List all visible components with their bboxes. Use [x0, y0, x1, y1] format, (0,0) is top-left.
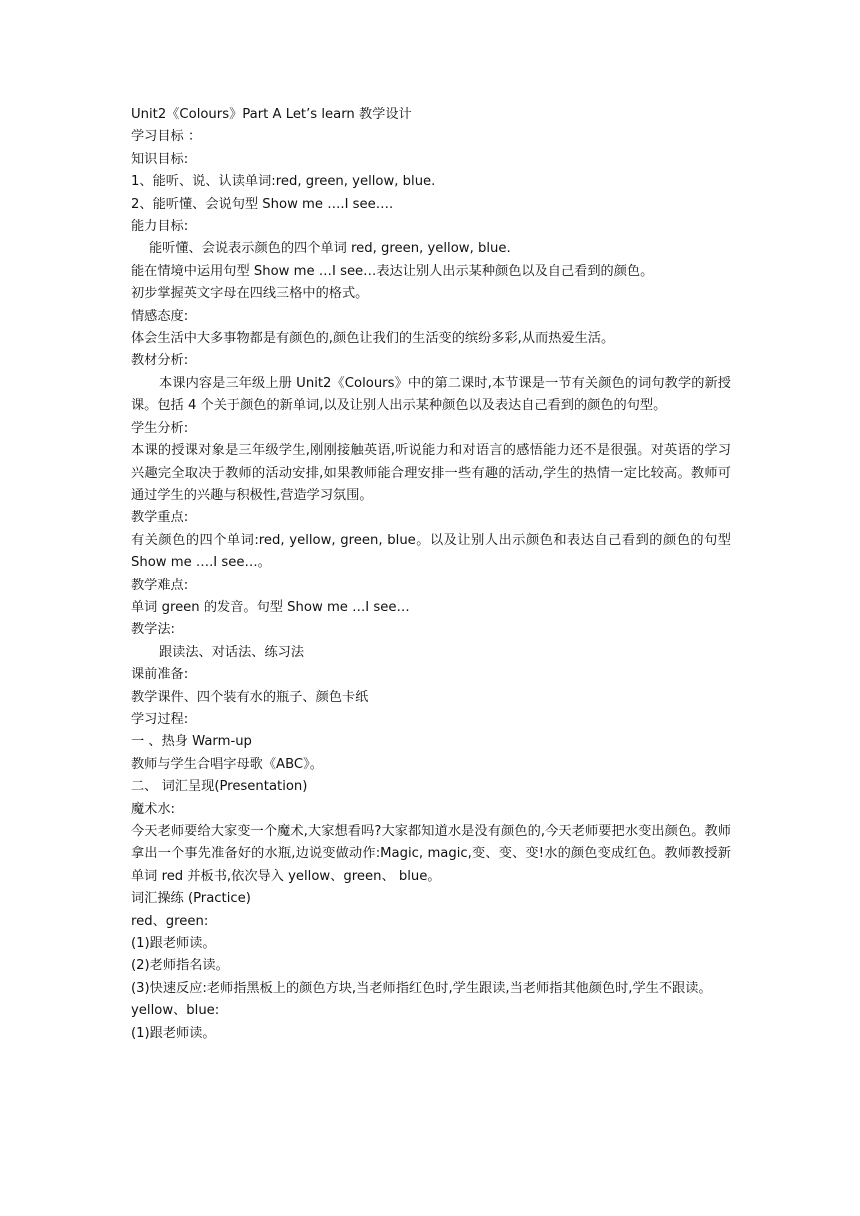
student-paragraph: 本课的授课对象是三年级学生,刚刚接触英语,听说能力和对语言的感悟能力还不是很强。对英语的学习兴趣完全取决于教师的活动安排,如果教师能合理安排一些有趣的活动,学生的热情一定比较高。教师可通过学生的兴趣与积极性,营造学习氛围。	[131, 443, 731, 503]
ability-item-3: 初步掌握英文字母在四线三格中的格式。	[131, 286, 369, 302]
goals-heading: 学习目标 ：	[131, 129, 202, 145]
material-heading: 教材分析:	[131, 353, 189, 369]
prep-paragraph: 教学课件、四个装有水的瓶子、颜色卡纸	[131, 689, 369, 705]
warmup-heading: 一 、热身 Warm-up	[131, 734, 252, 750]
document-page	[131, 104, 731, 1045]
ability-heading: 能力目标:	[131, 219, 189, 235]
presentation-heading: 二、 词汇呈现(Presentation)	[131, 779, 308, 795]
red-green-step-1: (1)跟老师读。	[131, 936, 216, 952]
process-heading: 学习过程:	[131, 711, 189, 727]
knowledge-heading: 知识目标:	[131, 151, 189, 167]
material-paragraph: 本课内容是三年级上册 Unit2《Colours》中的第二课时,本节课是一节有关颜色的词句教学的新授课。包括 4 个关于颜色的新单词,以及让别人出示某种颜色以及表达自己看到的颜色的句型。	[131, 375, 731, 414]
ability-item-2: 能在情境中运用句型 Show me …I see…表达让别人出示某种颜色以及自己看到的颜色。	[131, 263, 654, 279]
emotion-heading: 情感态度:	[131, 308, 189, 324]
practice-heading: 词汇操练 (Practice)	[131, 891, 251, 907]
prep-heading: 课前准备:	[131, 667, 189, 683]
magic-paragraph: 今天老师要给大家变一个魔术,大家想看吗?大家都知道水是没有颜色的,今天老师要把水变出颜色。教师拿出一个事先准备好的水瓶,边说变做动作:Magic, magic,变、变、变!水的颜色变成红色。教师教授新单词 red 并板书,依次导入 yellow、green、 blue。	[131, 824, 731, 884]
yellow-blue-heading: yellow、blue:	[131, 1003, 220, 1019]
difficult-heading: 教学难点:	[131, 577, 189, 593]
document-title: Unit2《Colours》Part A Let’s learn 教学设计	[131, 107, 412, 122]
emotion-item-1: 体会生活中大多事物都是有颜色的,颜色让我们的生活变的缤纷多彩,从而热爱生活。	[131, 331, 615, 347]
red-green-step-3: (3)快速反应:老师指黑板上的颜色方块,当老师指红色时,学生跟读,当老师指其他颜色时,学生不跟读。	[131, 980, 712, 996]
ability-item-1: 能听懂、会说表示颜色的四个单词 red, green, yellow, blue.	[149, 241, 511, 257]
red-green-step-2: (2)老师指名读。	[131, 958, 229, 974]
method-heading: 教学法:	[131, 622, 176, 638]
yellow-blue-step-1: (1)跟老师读。	[131, 1025, 216, 1041]
difficult-paragraph: 单词 green 的发音。句型 Show me …I see…	[131, 599, 410, 615]
knowledge-item-2: 2、能听懂、会说句型 Show me ….I see….	[131, 196, 394, 212]
key-heading: 教学重点:	[131, 510, 189, 526]
magic-heading: 魔术水:	[131, 801, 176, 817]
student-heading: 学生分析:	[131, 420, 189, 436]
method-paragraph: 跟读法、对话法、练习法	[159, 644, 305, 660]
key-paragraph: 有关颜色的四个单词:red, yellow, green, blue。以及让别人出示颜色和表达自己看到的颜色的句型 Show me ….I see…。	[131, 532, 731, 571]
warmup-paragraph: 教师与学生合唱字母歌《ABC》。	[131, 756, 323, 772]
knowledge-item-1: 1、能听、说、认读单词:red, green, yellow, blue.	[131, 174, 436, 190]
red-green-heading: red、green:	[131, 913, 209, 929]
